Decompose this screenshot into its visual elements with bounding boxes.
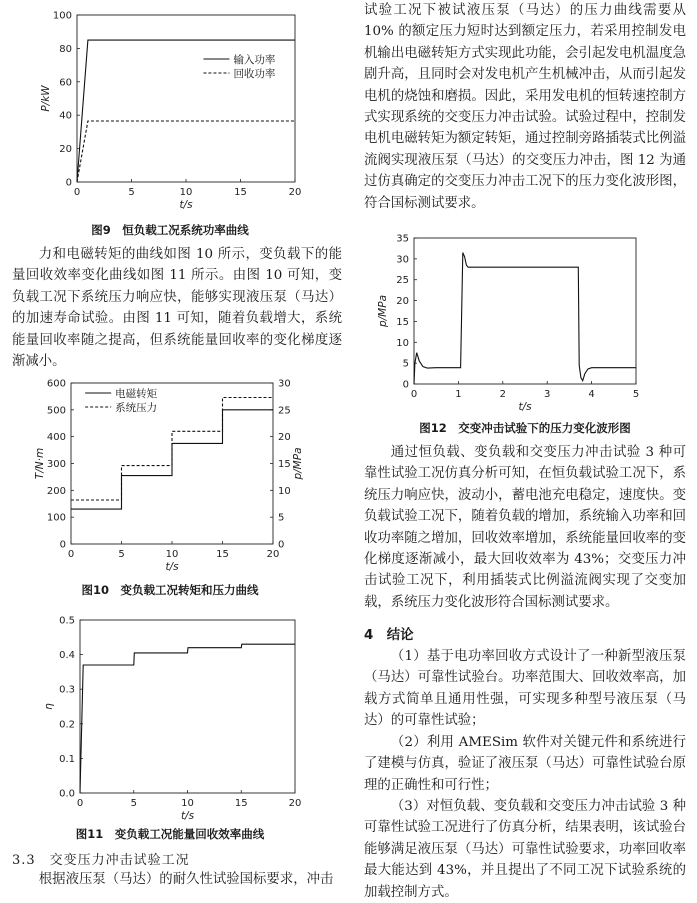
fig10-ytick-label: 200 — [46, 485, 66, 497]
section-3-3-heading: 3.3 交变压力冲击试验工况 — [12, 853, 190, 868]
fig10-ytick-label: 500 — [46, 405, 66, 417]
fig9-xtick-label: 15 — [234, 187, 247, 198]
right-paragraph-mid: 通过恒负载、变负载和交变压力冲击试验 3 种可靠性试验工况仿真分析可知，在恒负载试验工况下，系统压力响应快，波动小，蓄电池充电稳定，速度快。变负载试验工况下，随着负载的增加，系统输入功率和回收功率随之增加，回收效率增加，系统能量回收率的变化梯度逐渐减小，最大回收效率为 43%；交变压力冲击试验工况下，利用插装式比例溢流阀实现了交变加载，系统压力变化波形符合国标测试要求。 — [364, 445, 686, 610]
fig9-ytick-label: 0 — [65, 177, 72, 189]
fig12-xlabel: t/s — [518, 401, 532, 413]
fig11-caption: 图11 变负载工况能量回收效率曲线 — [75, 827, 265, 841]
fig12-ytick-label: 15 — [396, 316, 409, 328]
fig10-ytick-label: 600 — [46, 378, 66, 390]
fig12-xtick-label: 1 — [455, 389, 462, 400]
fig11-series-1-line — [80, 644, 295, 793]
fig10-ylabel: T/N·m — [34, 447, 46, 480]
fig10-xtick-label: 15 — [216, 549, 229, 560]
fig11-ytick-label: 0.5 — [59, 615, 75, 627]
fig10-y2tick-label: 30 — [278, 378, 291, 390]
fig12-series-1-line — [414, 253, 636, 384]
fig10-chart — [0, 372, 340, 584]
fig10-xtick-label: 20 — [266, 549, 280, 560]
fig12-xtick-label: 2 — [499, 389, 506, 400]
fig11-ylabel: η — [43, 703, 55, 710]
fig10-xlabel: t/s — [165, 561, 179, 573]
fig10-y2tick-label: 0 — [278, 539, 285, 551]
fig9-ytick-label: 100 — [52, 10, 72, 22]
right-paragraph-top: 试验工况下被试液压泵（马达）的压力曲线需要从 10% 的额定压力短时达到额定压力，若采用控制发电机输出电磁转矩方式实现此功能，会引起发电机温度急剧升高，且同时会对发电机产生机械冲击，从而引起发电机的烧蚀和磨损。因此，采用发电机的恒转速控制方式实现系统的交变压力冲击试验。试验过程中，控制发电机电磁转矩为额定转矩，通过控制旁路插装式比例溢流阀实现液压泵（马达）的交变压力冲击，图 12 为通过仿真确定的交变压力冲击工况下的压力变化波形图，符合国标测试要求。 — [364, 3, 686, 211]
fig11-xtick-label: 15 — [234, 798, 248, 809]
fig11-xtick-label: 5 — [130, 798, 137, 809]
fig10-xtick-label: 10 — [165, 549, 179, 560]
fig9-series-2-line — [77, 121, 295, 182]
fig10-xtick-label: 0 — [67, 549, 75, 560]
fig9-ytick-label: 40 — [59, 110, 72, 122]
fig11-ytick-label: 0.1 — [59, 753, 75, 765]
fig10-legend-label: 系统压力 — [115, 402, 158, 414]
fig10-y2tick-label: 20 — [278, 432, 291, 444]
fig12-ytick-label: 30 — [396, 254, 409, 266]
fig12-ytick-label: 0 — [402, 379, 409, 391]
fig10-y2tick-label: 5 — [278, 512, 285, 524]
fig12-xtick-label: 0 — [410, 389, 418, 400]
fig9-xtick-label: 10 — [179, 187, 193, 198]
fig9-ytick-label: 20 — [59, 144, 72, 156]
fig9-ylabel: P/kW — [40, 85, 52, 112]
fig10-y2tick-label: 15 — [278, 459, 291, 470]
left-paragraph-1: 力和电磁转矩的曲线如图 10 所示，变负载下的能量回收效率变化曲线如图 11 所示。由图 10 可知，变负载工况下系统压力响应快，能够实现液压泵（马达）的加速寿命试验。由图 11 可知，随着负载增大，系统能量回收率随之提高，但系统能量回收率的变化梯度逐渐减小。 — [12, 247, 342, 370]
fig9-chart — [0, 0, 340, 222]
fig10-series-2-line — [71, 398, 273, 501]
fig10-y2tick-label: 10 — [278, 485, 291, 497]
fig12-caption: 图12 交变冲击试验下的压力变化波形图 — [419, 421, 631, 435]
fig12-ytick-label: 20 — [396, 296, 409, 308]
fig12-xtick-label: 4 — [588, 389, 595, 400]
fig9-xtick-label: 5 — [128, 187, 135, 198]
fig9-legend-label: 输入功率 — [233, 54, 276, 66]
fig11-ytick-label: 0.3 — [59, 684, 75, 696]
fig12-ytick-label: 25 — [396, 275, 409, 287]
fig9-xtick-label: 20 — [288, 187, 302, 198]
fig11-xtick-label: 0 — [76, 798, 84, 809]
fig12-ytick-label: 35 — [396, 233, 409, 245]
left-paragraph-2: 根据液压泵（马达）的耐久性试验国标要求，冲击 — [38, 872, 334, 887]
fig10-ytick-label: 100 — [46, 512, 66, 524]
conclusion-1: （1）基于电功率回收方式设计了一种新型液压泵（马达）可靠性试验台。功率范围大、回收效率高，加载方式简单且通用性强，可实现多种型号液压泵（马达）的可靠性试验； — [364, 649, 686, 729]
fig11-xtick-label: 20 — [288, 798, 302, 809]
fig11-ytick-label: 0.0 — [59, 788, 75, 800]
fig10-legend-label: 电磁转矩 — [115, 388, 158, 400]
fig9-ytick-label: 80 — [59, 43, 72, 55]
fig12-frame — [414, 238, 636, 384]
conclusion-2: （2）利用 AMESim 软件对关键元件和系统进行了建模与仿真，验证了液压泵（马达）可靠性试验台原理的正确性和可行性； — [364, 735, 686, 793]
fig12-xtick-label: 5 — [632, 389, 640, 400]
fig11-ytick-label: 0.2 — [59, 719, 75, 731]
fig9-xlabel: t/s — [179, 199, 193, 211]
fig11-frame — [80, 620, 295, 793]
fig10-ytick-label: 0 — [59, 539, 66, 551]
fig10-caption: 图10 变负载工况转矩和压力曲线 — [81, 583, 259, 597]
fig10-xtick-label: 5 — [118, 549, 125, 560]
fig11-xlabel: t/s — [180, 810, 195, 822]
fig11-xtick-label: 10 — [181, 798, 194, 809]
fig9-caption: 图9 恒负载工况系统功率曲线 — [91, 223, 249, 237]
fig12-chart — [364, 214, 686, 418]
fig12-ylabel: p/MPa — [377, 294, 389, 328]
fig10-y2tick-label: 25 — [278, 405, 291, 417]
fig10-y2label: p/MPa — [292, 447, 304, 480]
section-4-heading: 4 结论 — [364, 628, 414, 643]
fig12-ytick-label: 10 — [396, 337, 409, 349]
fig9-ytick-label: 60 — [59, 77, 72, 89]
conclusion-3: （3）对恒负载、变负载和交变压力冲击试验 3 种可靠性试验工况进行了仿真分析，结果表明，该试验台能够满足液压泵（马达）可靠性试验要求，功率回收率最大能达到 43%，并且提出了不同工况下试验系统的加载控制方式。 — [364, 799, 686, 900]
fig10-ytick-label: 300 — [46, 459, 66, 470]
fig11-ytick-label: 0.4 — [59, 650, 75, 662]
fig12-xtick-label: 3 — [544, 389, 551, 400]
fig9-xtick-label: 0 — [73, 187, 81, 198]
fig9-legend-label: 回收功率 — [233, 68, 276, 80]
fig12-ytick-label: 5 — [402, 358, 409, 370]
fig10-ytick-label: 400 — [46, 432, 66, 444]
fig11-chart — [0, 610, 340, 824]
